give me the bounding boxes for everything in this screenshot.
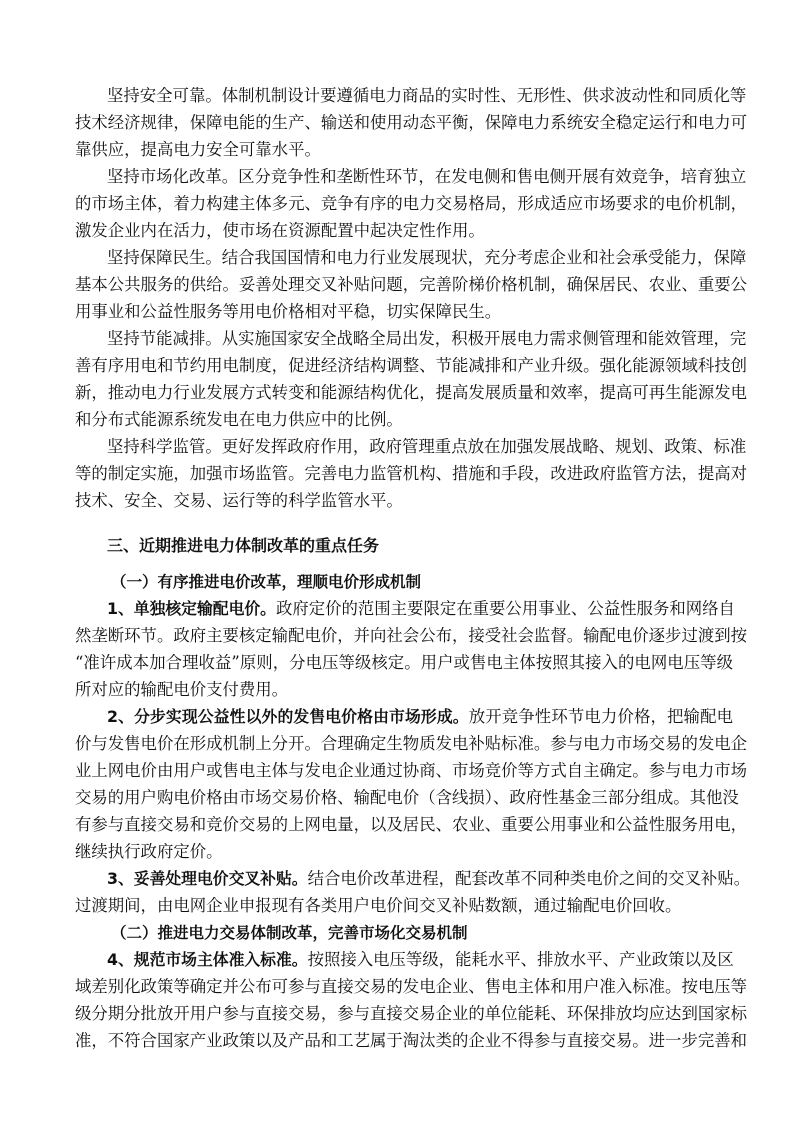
subsection-title: （一）有序推进电价改革，理顺电价形成机制 bbox=[111, 573, 422, 591]
paragraph-line: 有参与直接交易和竞价交易的上网电量，以及居民、农业、重要公用事业和公益性服务用电， bbox=[75, 815, 748, 834]
paragraph-line: 级分期分批放开用户参与直接交易，参与直接交易企业的单位能耗、环保排放均应达到国家标 bbox=[75, 1004, 748, 1023]
paragraph-line: 技术经济规律，保障电能的生产、输送和使用动态平衡，保障电力系统安全稳定运行和电力可 bbox=[75, 113, 748, 132]
paragraph-line: 坚持节能减排。从实施国家安全战略全局出发，积极开展电力需求侧管理和能效管理，完 bbox=[107, 329, 747, 348]
paragraph-line: 激发企业内在活力，使市场在资源配置中起决定性作用。 bbox=[75, 221, 485, 240]
paragraph-line: 坚持市场化改革。区分竞争性和垄断性环节，在发电侧和售电侧开展有效竞争，培育独立 bbox=[107, 167, 747, 186]
item-text: 放开竞争性环节电力价格，把输配电 bbox=[468, 707, 733, 726]
item-first-line bbox=[107, 869, 751, 889]
paragraph-line: 技术、安全、交易、运行等的科学监管水平。 bbox=[75, 491, 403, 510]
paragraph-line: 准，不符合国家产业政策以及产品和工艺属于淘汰类的企业不得参与直接交易。进一步完善和 bbox=[75, 1031, 748, 1050]
item-text: 按照接入电压等级，能耗水平、排放水平、产业政策以及区 bbox=[307, 950, 734, 969]
paragraph-line: 用事业和公益性服务等用电价格相对平稳，切实保障民生。 bbox=[75, 302, 502, 321]
item-text: 政府定价的范围主要限定在重要公用事业、公益性服务和网络自 bbox=[275, 599, 735, 618]
paragraph-line: 等的制定实施，加强市场监管。完善电力监管机构、措施和手段，改进政府监管方法，提高对 bbox=[75, 464, 748, 483]
paragraph-line: 坚持安全可靠。体制机制设计要遵循电力商品的实时性、无形性、供求波动性和同质化等 bbox=[107, 86, 747, 105]
paragraph-line: 基本公共服务的供给。妥善处理交叉补贴问题，完善阶梯价格机制，确保居民、农业、重要公 bbox=[75, 275, 748, 294]
section-title: 三、近期推进电力体制改革的重点任务 bbox=[107, 536, 380, 555]
paragraph-line: 所对应的输配电价支付费用。 bbox=[75, 680, 289, 699]
item-first-line bbox=[107, 707, 733, 727]
paragraph-line: 继续执行政府定价。 bbox=[75, 842, 223, 861]
paragraph-line: 和分布式能源系统发电在电力供应中的比例。 bbox=[75, 410, 403, 429]
item-text: 结合电价改革进程，配套改革不同种类电价之间的交叉补贴。 bbox=[307, 869, 751, 888]
item-heading: 4、规范市场主体准入标准。 bbox=[107, 950, 308, 969]
paragraph-line: 坚持科学监管。更好发挥政府作用，政府管理重点放在加强发展战略、规划、政策、标准 bbox=[107, 437, 747, 456]
paragraph-line: 善有序用电和节约用电制度，促进经济结构调整、节能减排和产业升级。强化能源领域科技创 bbox=[75, 356, 748, 375]
item-first-line bbox=[107, 599, 733, 619]
item-first-line bbox=[107, 950, 733, 970]
paragraph-line: 新，推动电力行业发展方式转变和能源结构优化，提高发展质量和效率，提高可再生能源发电 bbox=[75, 383, 748, 402]
paragraph-line: 靠供应，提高电力安全可靠水平。 bbox=[75, 140, 321, 159]
paragraph-line: 的市场主体，着力构建主体多元、竞争有序的电力交易格局，形成适应市场要求的电价机制， bbox=[75, 194, 748, 213]
paragraph-line: 坚持保障民生。结合我国国情和电力行业发展现状，充分考虑企业和社会承受能力，保障 bbox=[107, 248, 747, 267]
item-heading: 2、分步实现公益性以外的发售电价格由市场形成。 bbox=[107, 707, 469, 726]
item-heading: 3、妥善处理电价交叉补贴。 bbox=[107, 869, 308, 888]
paragraph-line: 交易的用户购电价格由市场交易价格、输配电价（含线损）、政府性基金三部分组成。其他没 bbox=[75, 788, 739, 807]
paragraph-line: 过渡期间，由电网企业申报现有各类用户电价间交叉补贴数额，通过输配电价回收。 bbox=[75, 896, 682, 915]
paragraph-line: 域差别化政策等确定并公布可参与直接交易的发电企业、售电主体和用户准入标准。按电压等 bbox=[75, 977, 748, 996]
paragraph-line: 然垄断环节。政府主要核定输配电价，并向社会公布，接受社会监督。输配电价逐步过渡到按 bbox=[75, 626, 748, 645]
subsection-title: （二）推进电力交易体制改革，完善市场化交易机制 bbox=[111, 924, 468, 942]
paragraph-line: 价与发售电价在形成机制上分开。合理确定生物质发电补贴标准。参与电力市场交易的发电企 bbox=[75, 734, 748, 753]
paragraph-line: “准许成本加合理收益”原则，分电压等级核定。用户或售电主体按照其接入的电网电压等级 bbox=[75, 653, 733, 672]
item-heading: 1、单独核定输配电价。 bbox=[107, 599, 276, 618]
paragraph-line: 业上网电价由用户或售电主体与发电企业通过协商、市场竞价等方式自主确定。参与电力市场 bbox=[75, 761, 748, 780]
